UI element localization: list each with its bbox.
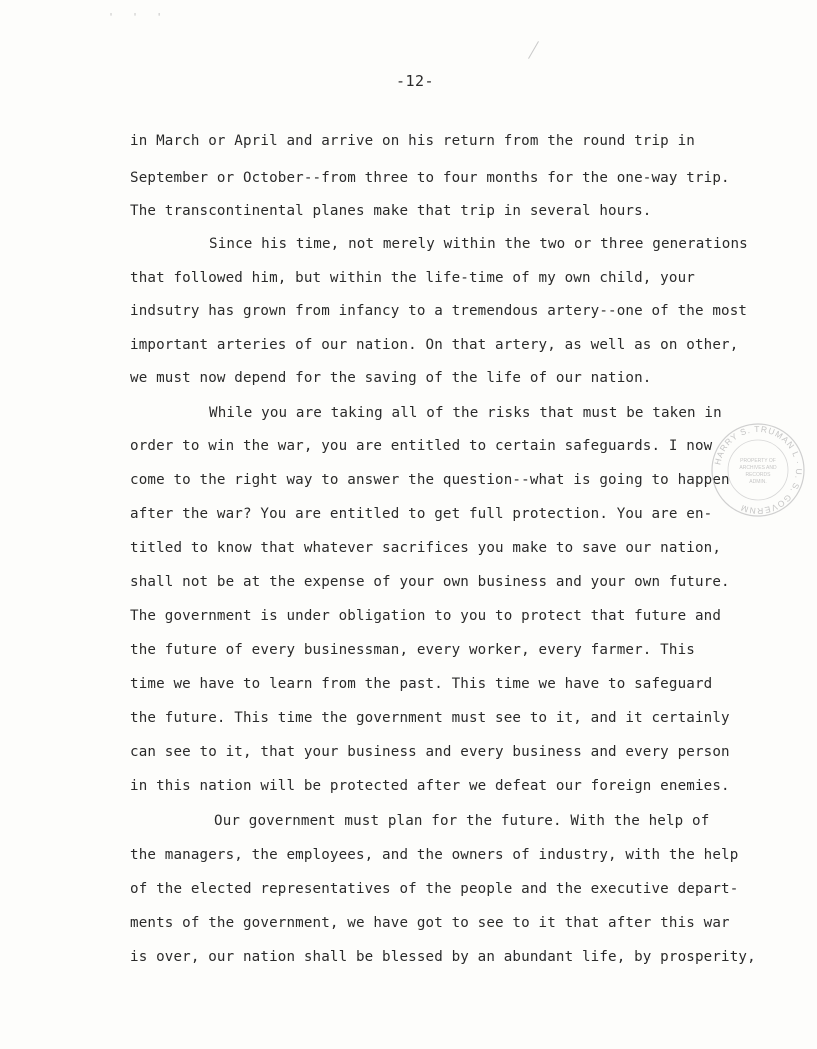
text-line: Our government must plan for the future. With the help of — [214, 813, 710, 829]
archive-stamp — [708, 420, 808, 520]
text-line: in March or April and arrive on his return from the round trip in — [130, 133, 695, 149]
page-number: -12- — [395, 72, 435, 90]
text-line: is over, our nation shall be blessed by an abundant life, by prosperity, — [130, 949, 756, 965]
text-line: September or October--from three to four months for the one-way trip. — [130, 170, 730, 186]
text-line: titled to know that whatever sacrifices you make to save our nation, — [130, 540, 722, 556]
stamp-inner-line: RECORDS — [745, 472, 771, 478]
text-line: the managers, the employees, and the owners of industry, with the help — [130, 847, 739, 863]
text-line: ments of the government, we have got to see to it that after this war — [130, 915, 730, 931]
text-line: The government is under obligation to you to protect that future and — [130, 608, 722, 624]
text-line: the future of every businessman, every worker, every farmer. This — [130, 642, 695, 658]
text-line: we must now depend for the saving of the life of our nation. — [130, 370, 652, 386]
text-line: While you are taking all of the risks that must be taken in — [209, 405, 722, 421]
text-line: The transcontinental planes make that trip in several hours. — [130, 203, 652, 219]
stamp-ring-text: HARRY S. TRUMAN L · U. S. GOVERNM — [712, 423, 805, 517]
text-line: after the war? You are entitled to get full protection. You are en- — [130, 506, 713, 522]
text-line: in this nation will be protected after we defeat our foreign enemies. — [130, 778, 730, 794]
text-line: shall not be at the expense of your own business and your own future. — [130, 574, 730, 590]
stamp-inner-line: ARCHIVES AND — [739, 465, 777, 471]
text-line: Since his time, not merely within the two or three generations — [209, 236, 748, 252]
text-line: can see to it, that your business and every business and every person — [130, 744, 730, 760]
text-line: the future. This time the government must see to it, and it certainly — [130, 710, 730, 726]
text-line: that followed him, but within the life-time of my own child, your — [130, 270, 695, 286]
text-line: indsutry has grown from infancy to a tremendous artery--one of the most — [130, 303, 748, 319]
stamp-inner-line: ADMIN. — [749, 479, 767, 485]
text-line: come to the right way to answer the question--what is going to happen — [130, 472, 730, 488]
text-line: important arteries of our nation. On that artery, as well as on other, — [130, 337, 739, 353]
text-line: of the elected representatives of the people and the executive depart- — [130, 881, 739, 897]
text-line: time we have to learn from the past. This time we have to safeguard — [130, 676, 713, 692]
corner-marks: ' ' ' — [108, 12, 169, 23]
stamp-inner-line: PROPERTY OF — [740, 458, 776, 464]
pen-mark — [528, 41, 539, 59]
text-line: order to win the war, you are entitled to certain safeguards. I now — [130, 438, 713, 454]
